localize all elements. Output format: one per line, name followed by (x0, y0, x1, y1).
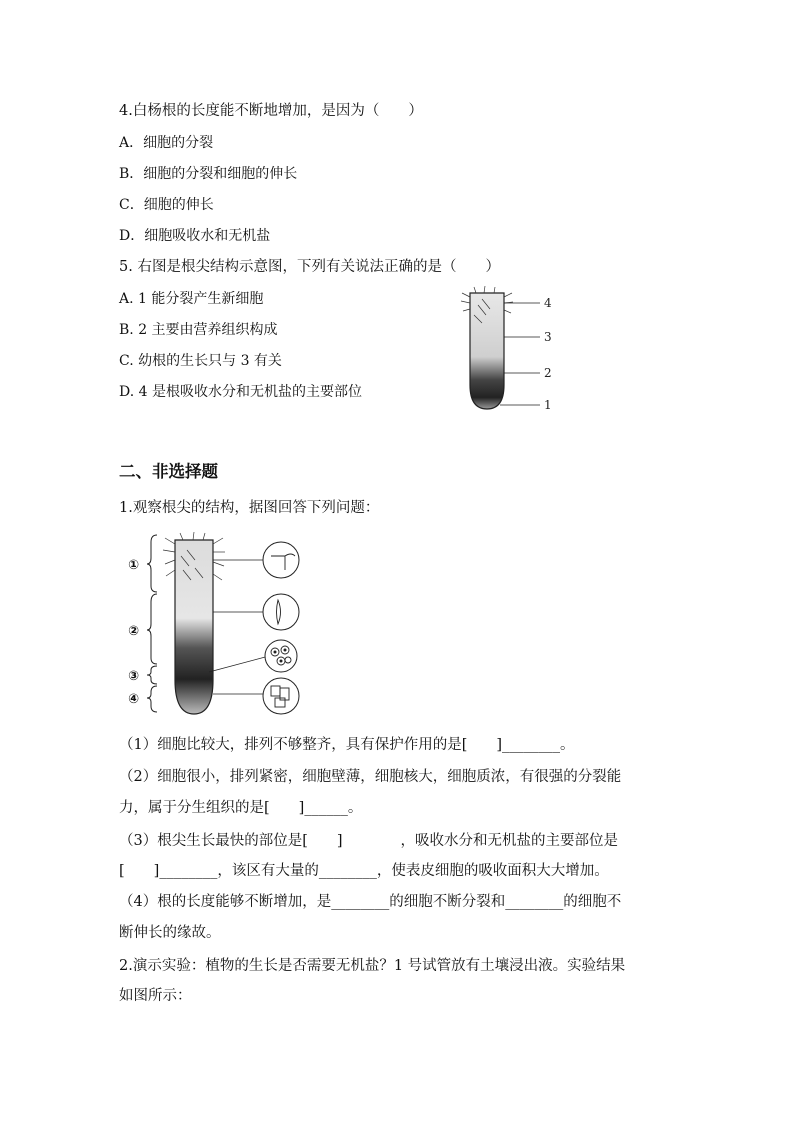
s2-q2-line1: 2.演示实验：植物的生长是否需要无机盐？1 号试管放有土壤浸出液。实验结果 (119, 958, 626, 974)
q5-option-c: C. 幼根的生长只与 3 有关 (119, 353, 282, 369)
s2-fig-label-1: ① (128, 558, 140, 573)
q5-stem: 5. 右图是根尖结构示意图，下列有关说法正确的是（ ） (119, 259, 500, 275)
q4-stem: 4.白杨根的长度能不断地增加，是因为（ ） (119, 103, 423, 119)
s2-q1-part2-line2: 力，属于分生组织的是[ ]______。 (119, 800, 363, 816)
s2-root-body (175, 540, 213, 714)
s2-fig-label-3: ③ (128, 669, 140, 684)
s2-q1-root-tip-diagram (125, 530, 325, 720)
q5-option-b: B. 2 主要由营养组织构成 (119, 322, 278, 338)
q5-option-d: D. 4 是根吸收水分和无机盐的主要部位 (119, 384, 362, 400)
section-heading: 二、非选择题 (119, 462, 218, 481)
q4-option-c: C．细胞的伸长 (119, 197, 214, 213)
q4-option-b: B．细胞的分裂和细胞的伸长 (119, 166, 298, 182)
s2-q1-stem: 1.观察根尖的结构，据图回答下列问题： (119, 500, 380, 516)
q4-option-a: A．细胞的分裂 (119, 135, 214, 151)
s2-q1-part4-line2: 断伸长的缘故。 (119, 925, 221, 941)
s2-fig-label-2: ② (128, 624, 140, 639)
q4-option-d: D．细胞吸收水和无机盐 (119, 228, 271, 244)
q5-fig-label-2: 2 (544, 366, 552, 380)
s2-q1-part4-line1: （4）根的长度能够不断增加，是________的细胞不断分裂和________的细胞不 (119, 894, 622, 910)
s2-q1-part3-line2: [ ]________，该区有大量的________，使表皮细胞的吸收面积大大增加。 (119, 863, 609, 879)
q5-root-tip-figure (460, 285, 570, 415)
s2-q2-line2: 如图所示： (119, 988, 192, 1004)
q5-fig-label-1: 1 (544, 398, 552, 412)
s2-q1-part2-line1: （2）细胞很小，排列紧密，细胞壁薄，细胞核大，细胞质浓，有很强的分裂能 (119, 769, 622, 785)
s2-q1-part1: （1）细胞比较大，排列不够整齐，具有保护作用的是[ ]________。 (119, 737, 575, 753)
s2-fig-label-4: ④ (128, 692, 140, 707)
root-body (470, 293, 504, 409)
q5-fig-label-3: 3 (544, 330, 552, 344)
s2-q1-part3-line1: （3）根尖生长最快的部位是[ ] ，吸收水分和无机盐的主要部位是 (119, 833, 619, 849)
q5-option-a: A. 1 能分裂产生新细胞 (119, 291, 264, 307)
q5-fig-label-4: 4 (544, 296, 552, 310)
